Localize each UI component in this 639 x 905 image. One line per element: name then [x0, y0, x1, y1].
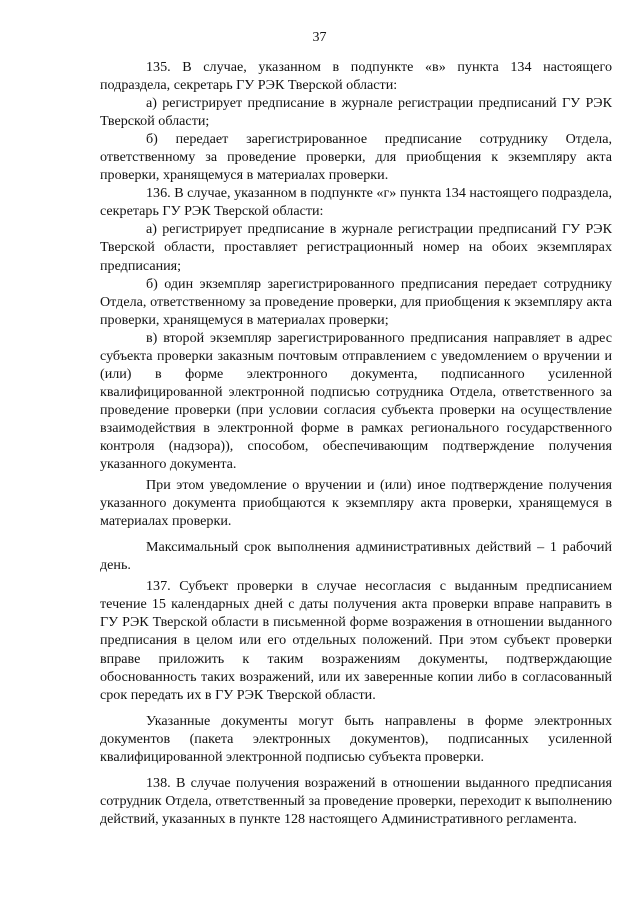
paragraph-notification: При этом уведомление о вручении и (или) иное подтверждение получения указанного документа приобщаются к экземпляру акта проверки, хранящемуся в материалах проверки.	[100, 477, 612, 530]
paragraph-135: 135. В случае, указанном в подпункте «в» пункта 134 настоящего подраздела, секретарь ГУ РЭК Тверской области:	[100, 59, 612, 94]
page-number: 37	[312, 30, 327, 45]
paragraph-max-term: Максимальный срок выполнения административных действий – 1 рабочий день.	[100, 539, 612, 574]
paragraph-136-b: б) один экземпляр зарегистрированного предписания передает сотруднику Отдела, ответственному за проведение проверки, для приобщения к экземпляру акта проверки, хранящемуся в материалах проверки;	[100, 275, 612, 328]
paragraph-136-v: в) второй экземпляр зарегистрированного предписания направляет в адрес субъекта проверки заказным почтовым отправлением с уведомлением о вручении и (или) в форме электронного документа, подписанного усиленной квалифицированной электронной подписью сотрудника Отдела, ответственного за проведение проверки (при условии согласия субъекта проверки на осуществление взаимодействия в электронной форме в рамках регионального государственного контроля (надзора)), способом, обеспечивающим подтверждение получения указанного документа.	[100, 329, 612, 473]
document-body	[100, 58, 612, 828]
paragraph-137: 137. Субъект проверки в случае несогласия с выданным предписанием течение 15 календарных дней с даты получения акта проверки вправе направить в ГУ РЭК Тверской области в письменной форме возражения в отношении выданного предписания в целом или его отдельных положений. При этом субъект проверки вправе приложить к таким возражениям документы, подтверждающие обоснованность таких возражений, или их заверенные копии либо в согласованный срок передать их в ГУ РЭК Тверской области.	[100, 578, 612, 703]
paragraph-electronic-docs: Указанные документы могут быть направлены в форме электронных документов (пакета электронных документов), подписанных усиленной квалифицированной электронной подписью субъекта проверки.	[100, 712, 612, 765]
paragraph-135-a: а) регистрирует предписание в журнале регистрации предписаний ГУ РЭК Тверской области;	[100, 95, 612, 130]
paragraph-135-b: б) передает зарегистрированное предписание сотруднику Отдела, ответственному за проведение проверки, для приобщения к экземпляру акта проверки, хранящемуся в материалах проверки.	[100, 131, 612, 184]
paragraph-138: 138. В случае получения возражений в отношении выданного предписания сотрудник Отдела, ответственный за проведение проверки, переходит к выполнению действий, указанных в пункте 128 настоящего Административного регламента.	[100, 774, 612, 827]
paragraph-136-a: а) регистрирует предписание в журнале регистрации предписаний ГУ РЭК Тверской области, проставляет регистрационный номер на обоих экземплярах предписания;	[100, 221, 612, 274]
paragraph-136: 136. В случае, указанном в подпункте «г» пункта 134 настоящего подраздела, секретарь ГУ РЭК Тверской области:	[100, 185, 612, 220]
